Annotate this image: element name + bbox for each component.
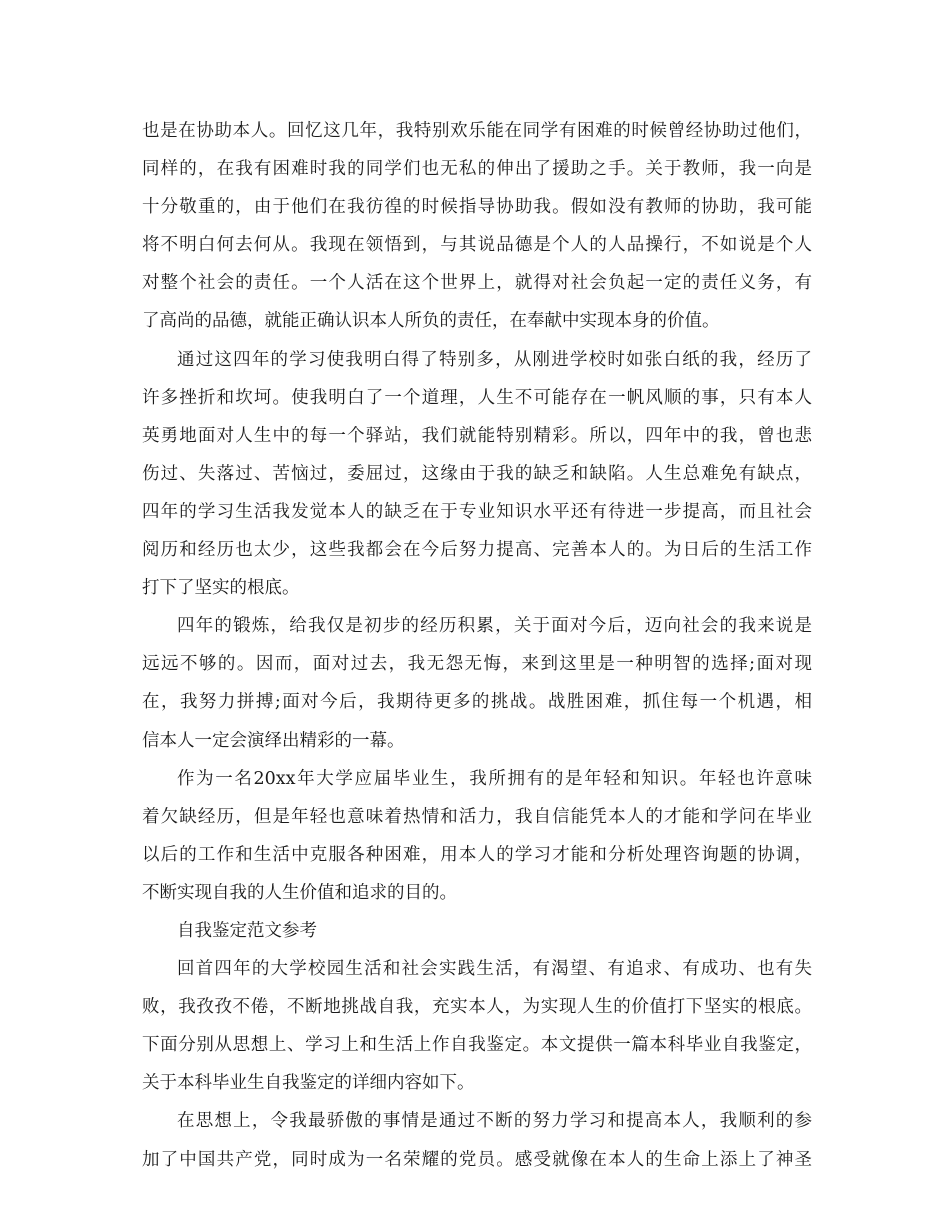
text-line: 加了中国共产党，同时成为一名荣耀的党员。感受就像在本人的生命上添上了神圣	[142, 1149, 812, 1170]
text-line: 关于本科毕业生自我鉴定的详细内容如下。	[142, 1073, 475, 1094]
text-line: 下面分别从思想上、学习上和生活上作自我鉴定。本文提供一篇本科毕业自我鉴定，	[142, 1035, 812, 1056]
text-line: 自我鉴定范文参考	[177, 920, 317, 941]
text-line: 伤过、失落过、苦恼过，委屈过，这缘由于我的缺乏和缺陷。人生总难免有缺点，	[142, 463, 812, 484]
text-line: 败，我孜孜不倦，不断地挑战自我，充实本人，为实现人生的价值打下坚实的根底。	[142, 997, 812, 1018]
text-line: 十分敬重的，由于他们在我彷徨的时候指导协助我。假如没有教师的协助，我可能	[142, 197, 812, 218]
text-line: 阅历和经历也太少，这些我都会在今后努力提高、完善本人的。为日后的生活工作	[142, 540, 812, 561]
text-line: 打下了坚实的根底。	[142, 578, 300, 599]
text-line: 同样的，在我有困难时我的同学们也无私的伸出了援助之手。关于教师，我一向是	[142, 159, 812, 180]
text-line: 在，我努力拼搏;面对今后，我期待更多的挑战。战胜困难，抓住每一个机遇，相	[142, 692, 812, 713]
document-body	[142, 112, 812, 1179]
text-line: 通过这四年的学习使我明白得了特别多，从刚进学校时如张白纸的我，经历了	[177, 349, 812, 370]
text-line: 不断实现自我的人生价值和追求的目的。	[142, 882, 457, 903]
text-line: 远远不够的。因而，面对过去，我无怨无悔，来到这里是一种明智的选择;面对现	[142, 654, 812, 675]
text-line: 也是在协助本人。回忆这几年，我特别欢乐能在同学有困难的时候曾经协助过他们，	[142, 121, 812, 141]
text-line: 四年的锻炼，给我仅是初步的经历积累，关于面对今后，迈向社会的我来说是	[177, 616, 812, 637]
text-line: 对整个社会的责任。一个人活在这个世界上，就得对社会负起一定的责任义务，有	[142, 273, 812, 294]
text-line: 回首四年的大学校园生活和社会实践生活，有渴望、有追求、有成功、也有失	[177, 959, 812, 980]
text-line: 以后的工作和生活中克服各种困难，用本人的学习才能和分析处理咨询题的协调，	[142, 844, 812, 865]
text-line: 着欠缺经历，但是年轻也意味着热情和活力，我自信能凭本人的才能和学问在毕业	[142, 806, 812, 827]
text-line: 在思想上，令我最骄傲的事情是通过不断的努力学习和提高本人，我顺利的参	[177, 1111, 812, 1132]
text-line: 许多挫折和坎坷。使我明白了一个道理，人生不可能存在一帆风顺的事，只有本人	[142, 387, 812, 408]
text-line: 信本人一定会演绎出精彩的一幕。	[142, 730, 405, 751]
text-line: 英勇地面对人生中的每一个驿站，我们就能特别精彩。所以，四年中的我，曾也悲	[142, 425, 812, 446]
text-line: 将不明白何去何从。我现在领悟到，与其说品德是个人的人品操行，不如说是个人	[142, 235, 812, 256]
text-line: 作为一名20xx年大学应届毕业生，我所拥有的是年轻和知识。年轻也许意味	[177, 768, 812, 789]
text-line: 四年的学习生活我发觉本人的缺乏在于专业知识水平还有待进一步提高，而且社会	[142, 501, 812, 522]
text-line: 了高尚的品德，就能正确认识本人所负的责任，在奉献中实现本身的价值。	[142, 311, 720, 332]
